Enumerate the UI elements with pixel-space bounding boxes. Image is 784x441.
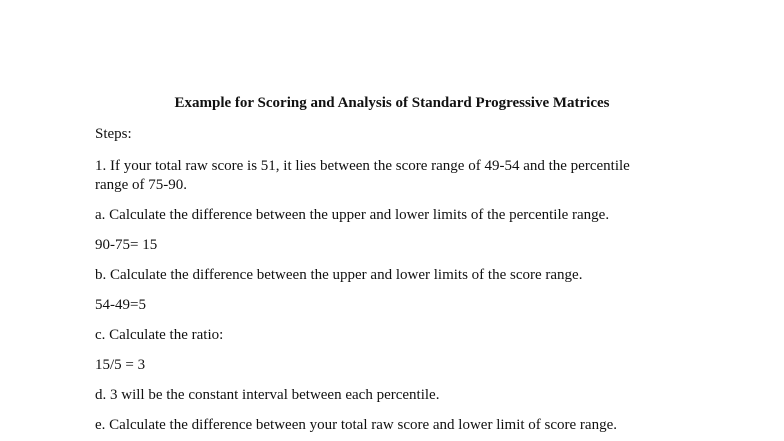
steps-heading: Steps: xyxy=(95,126,132,142)
calculation-a: 90-75= 15 xyxy=(95,237,158,253)
step-e: e. Calculate the difference between your total raw score and lower limit of score range. xyxy=(95,417,617,433)
step-1-line-1: 1. If your total raw score is 51, it lies between the score range of 49-54 and the percentile xyxy=(95,158,630,174)
step-b: b. Calculate the difference between the upper and lower limits of the score range. xyxy=(95,267,583,283)
step-a: a. Calculate the difference between the upper and lower limits of the percentile range. xyxy=(95,207,610,223)
step-d: d. 3 will be the constant interval between each percentile. xyxy=(95,387,440,403)
calculation-b: 54-49=5 xyxy=(95,297,146,313)
step-c: c. Calculate the ratio: xyxy=(95,327,224,343)
step-1-line-2: range of 75-90. xyxy=(95,177,188,193)
calculation-c: 15/5 = 3 xyxy=(95,357,146,373)
document-title: Example for Scoring and Analysis of Standard Progressive Matrices xyxy=(174,95,610,111)
